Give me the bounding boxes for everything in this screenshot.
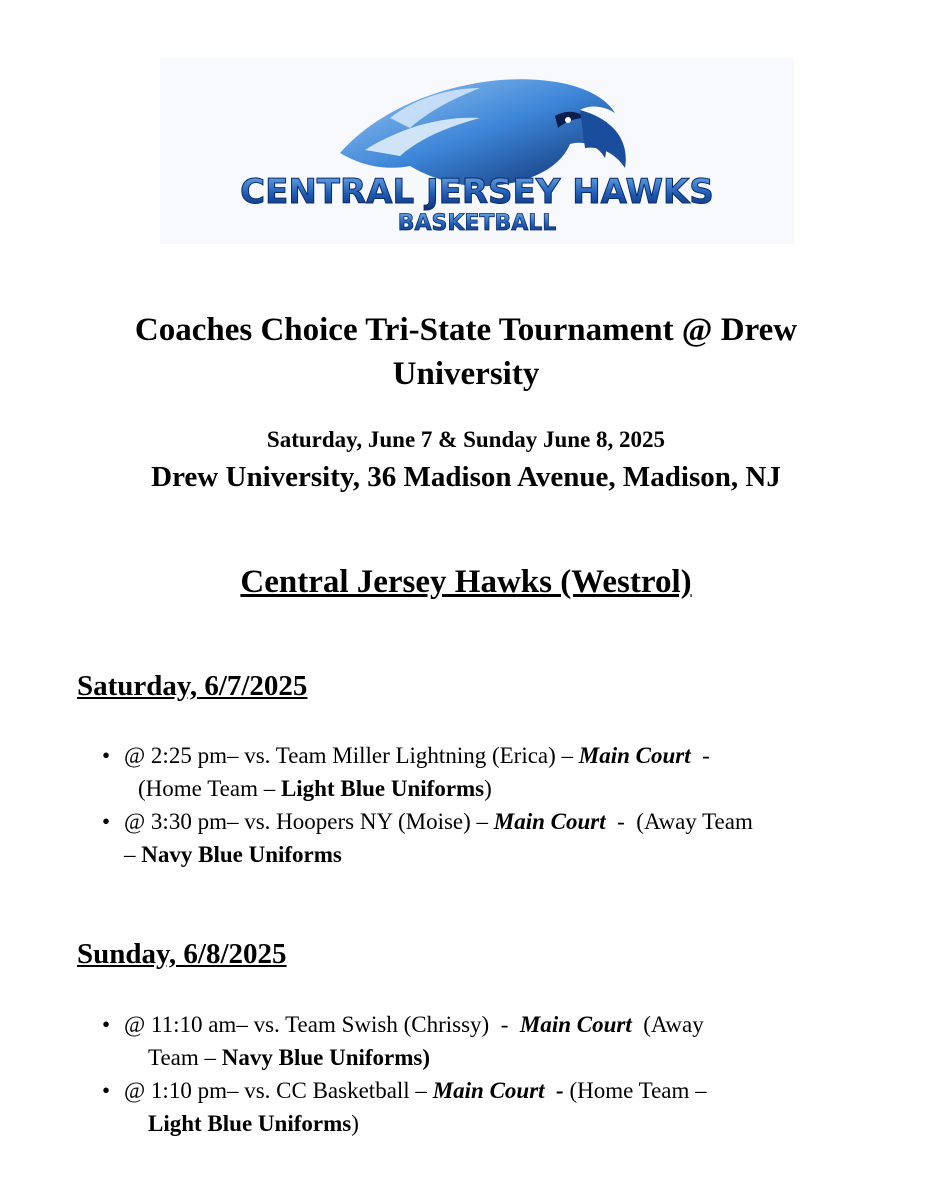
game-court: Main Court [578, 743, 691, 768]
game-time-opponent: @ 3:30 pm– vs. Hoopers NY (Moise) – [124, 809, 494, 834]
game-line [124, 805, 892, 838]
game-team-role: – [124, 842, 142, 867]
game-court: Main Court [493, 809, 606, 834]
logo-line2: BASKETBALL [397, 211, 557, 236]
game-item [102, 739, 892, 805]
bullet-icon: • [102, 809, 111, 834]
tournament-title: Coaches Choice Tri-State Tournament @ Drew University [134, 312, 798, 392]
game-line-continued [124, 838, 892, 871]
game-line-continued [124, 1041, 892, 1074]
game-item [102, 805, 892, 871]
logo-line1: CENTRAL JERSEY HAWKS [240, 172, 714, 212]
game-separator: - [690, 743, 710, 768]
hawk-head-icon [340, 79, 626, 186]
game-court: Main Court [519, 1012, 632, 1037]
game-line-end: ) [484, 776, 492, 801]
game-item [102, 1008, 892, 1074]
game-uniforms: Light Blue Uniforms [148, 1111, 352, 1136]
game-separator: (Away [631, 1012, 704, 1037]
game-uniforms: Navy Blue Uniforms [141, 842, 342, 867]
game-time-opponent: @ 1:10 pm– vs. CC Basketball – [124, 1078, 433, 1103]
game-court: Main Court - [432, 1078, 564, 1103]
game-line-continued [124, 772, 892, 805]
game-separator: (Home Team – [563, 1078, 707, 1103]
game-time-opponent: @ 11:10 am– vs. Team Swish (Chrissy) - [124, 1012, 520, 1037]
game-team-role: Team – [148, 1045, 222, 1070]
day-heading-saturday: Saturday, 6/7/2025 [77, 670, 308, 702]
bullet-icon: • [102, 1012, 111, 1037]
game-line [124, 1008, 892, 1041]
hawk-logo-graphic [160, 58, 794, 244]
game-line-end: ) [351, 1111, 359, 1136]
team-heading: Central Jersey Hawks (Westrol) [240, 564, 692, 600]
game-team-role: (Home Team – [138, 776, 281, 801]
game-uniforms: Navy Blue Uniforms) [221, 1045, 431, 1070]
game-uniforms: Light Blue Uniforms [280, 776, 485, 801]
tournament-dates: Saturday, June 7 & Sunday June 8, 2025 [266, 427, 666, 452]
bullet-icon: • [102, 1078, 111, 1103]
bullet-icon: • [102, 743, 111, 768]
venue-address: Drew University, 36 Madison Avenue, Madison, NJ [151, 461, 781, 493]
game-item [102, 1074, 892, 1140]
saturday-games-list [102, 739, 892, 871]
game-line [124, 739, 892, 772]
sunday-games-list [102, 1008, 892, 1140]
day-heading-sunday: Sunday, 6/8/2025 [77, 938, 287, 970]
team-logo [160, 58, 794, 244]
game-time-opponent: @ 2:25 pm– vs. Team Miller Lightning (Erica) – [124, 743, 579, 768]
game-separator: - (Away Team [605, 809, 753, 834]
game-line [124, 1074, 892, 1107]
game-line-continued [124, 1107, 892, 1140]
